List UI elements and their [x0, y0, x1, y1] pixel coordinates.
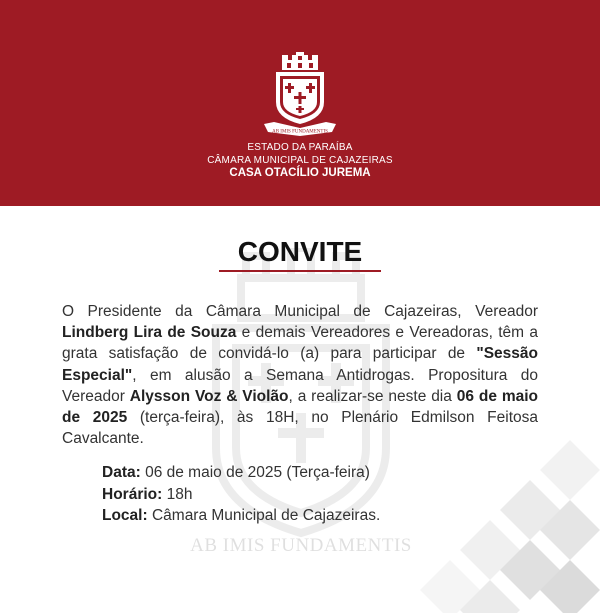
org-house: CASA OTACÍLIO JUREMA [229, 167, 371, 179]
invitation-paragraph [62, 301, 538, 449]
councilor-name: Alysson Voz & Violão [129, 387, 289, 405]
session-name: "Sessão Especial" [62, 345, 538, 384]
diamond-pattern-decoration [420, 440, 600, 613]
president-name: Lindberg Lira de Souza [62, 324, 237, 342]
date-value: 06 de maio de 2025 (Terça-feira) [140, 464, 370, 481]
place-value: Câmara Municipal de Cajazeiras. [147, 507, 381, 524]
event-details [102, 462, 380, 527]
detail-time [102, 484, 380, 506]
crest-motto: AB IMIS FUNDAMENTIS [272, 129, 328, 135]
body-text-2: e demais Vereadores e Vereadoras, têm a grata satisfação de convidá-lo (a) para participar de [62, 324, 538, 363]
title-underline [219, 270, 381, 272]
event-date: 06 de maio de 2025 [62, 387, 538, 427]
time-label: Horário: [102, 485, 163, 503]
body-text-5: (terça-feira), às 18H, no Plenário Edmilson Feitosa Cavalcante. [62, 409, 538, 448]
body-text-1: O Presidente da Câmara Municipal de Cajazeiras, Vereador [62, 303, 538, 320]
detail-date [102, 462, 380, 484]
org-state: ESTADO DA PARAÍBA [247, 142, 353, 153]
coat-of-arms-icon [262, 52, 338, 138]
place-label: Local: [102, 507, 148, 524]
watermark-motto: AB IMIS FUNDAMENTIS [190, 535, 412, 556]
time-value: 18h [162, 485, 193, 503]
org-chamber: CÂMARA MUNICIPAL DE CAJAZEIRAS [207, 155, 393, 166]
body-text-4: , a realizar-se neste dia [288, 387, 457, 405]
detail-place [102, 505, 380, 527]
date-label: Data: [102, 464, 141, 481]
header-banner [0, 0, 600, 206]
body-text-3: , em alusão a Semana Antidrogas. Propositura do Vereador [62, 366, 538, 405]
page-title: CONVITE [237, 236, 363, 267]
